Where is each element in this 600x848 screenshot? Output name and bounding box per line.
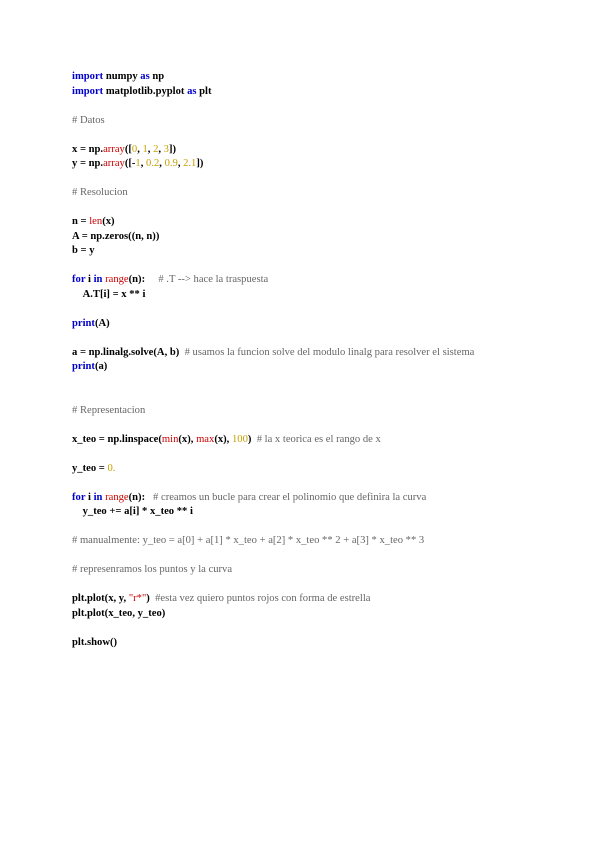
code-comment: # manualmente: y_teo = a[0] + a[1] * x_teo + a[2] * x_teo ** 2 + a[3] * x_teo ** 3: [72, 535, 425, 546]
code-line: [72, 592, 522, 607]
blank-line: [72, 99, 522, 114]
code-token: matplotlib.pyplot: [103, 85, 188, 97]
code-token: i: [85, 491, 94, 503]
blank-line: [72, 201, 522, 216]
code-token: plt.show(): [72, 636, 118, 648]
code-token: x_teo = np.linspace(: [72, 433, 162, 445]
code-token: (n):: [128, 274, 159, 285]
code-comment: # .T --> hace la traspuesta: [158, 274, 269, 285]
code-token: (x): [102, 216, 115, 227]
builtin-function-token: array: [103, 143, 125, 155]
number-literal: 1: [135, 158, 141, 169]
code-token: (a): [94, 361, 108, 372]
code-token: A = np.zeros((n, n)): [72, 230, 160, 242]
code-line: [72, 433, 522, 448]
code-token: y_teo += a[i] * x_teo ** i: [72, 506, 193, 517]
code-comment: # Datos: [72, 114, 105, 126]
code-token: (x),: [178, 433, 197, 445]
code-token: ]): [196, 158, 204, 169]
code-token: ]): [168, 143, 177, 155]
code-line: [72, 157, 522, 172]
code-line: [72, 404, 522, 419]
code-token: plt.plot(x, y,: [72, 593, 129, 604]
code-line: [72, 186, 522, 201]
blank-line: [72, 375, 522, 390]
python-code-listing: [72, 70, 522, 650]
code-token: A.T[i] = x ** i: [72, 288, 146, 300]
code-token: (A): [94, 317, 110, 329]
code-line: [72, 607, 522, 622]
code-token: y_teo =: [72, 462, 108, 474]
keyword-token: in: [93, 491, 103, 503]
code-line: [72, 491, 522, 506]
code-line: [72, 346, 522, 361]
blank-line: [72, 259, 522, 274]
blank-line: [72, 621, 522, 636]
keyword-token: as: [187, 85, 197, 97]
code-token: n =: [72, 216, 90, 227]
number-literal: 0: [131, 143, 138, 155]
code-token: b = y: [72, 245, 95, 256]
keyword-token: print: [72, 361, 95, 372]
code-token: x = np.: [72, 143, 104, 155]
blank-line: [72, 447, 522, 462]
code-line: [72, 360, 522, 375]
builtin-function-token: min: [161, 433, 179, 445]
code-token: ([-: [124, 158, 136, 169]
keyword-token: for: [72, 491, 86, 503]
blank-line: [72, 128, 522, 143]
builtin-function-token: array: [103, 158, 125, 169]
string-literal: "r*": [128, 593, 147, 604]
code-token: ,: [140, 158, 147, 169]
code-line: [72, 273, 522, 288]
code-line: [72, 505, 522, 520]
code-line: [72, 70, 522, 85]
code-token: ,: [177, 158, 184, 169]
code-line: [72, 215, 522, 230]
blank-line: [72, 476, 522, 491]
code-token: plt.plot(x_teo, y_teo): [72, 607, 166, 619]
code-comment: # represenramos los puntos y la curva: [72, 564, 233, 575]
code-token: i: [85, 274, 94, 285]
blank-line: [72, 549, 522, 564]
keyword-token: in: [93, 274, 103, 285]
code-token: a = np.linalg.solve(A, b): [72, 346, 185, 358]
keyword-token: for: [72, 274, 86, 285]
number-literal: 100: [231, 433, 248, 445]
number-literal: 2.1: [183, 158, 197, 169]
code-token: plt: [196, 85, 212, 97]
keyword-token: import: [72, 71, 104, 82]
code-line: [72, 114, 522, 129]
blank-line: [72, 389, 522, 404]
code-token: ,: [159, 158, 165, 169]
number-literal: 3: [163, 143, 169, 155]
blank-line: [72, 418, 522, 433]
code-token: y = np.: [72, 158, 104, 169]
code-line: [72, 143, 522, 158]
code-comment: # creamos un bucle para crear el polinomio que definira la curva: [153, 491, 427, 503]
builtin-function-token: max: [196, 433, 215, 445]
blank-line: [72, 302, 522, 317]
code-line: [72, 85, 522, 100]
blank-line: [72, 172, 522, 187]
code-comment: #esta vez quiero puntos rojos con forma de estrella: [155, 593, 371, 604]
code-token: np: [149, 71, 165, 82]
code-token: ,: [158, 143, 164, 155]
number-literal: 0.: [107, 462, 116, 474]
code-token: numpy: [103, 71, 141, 82]
code-line: [72, 563, 522, 578]
code-token: (x),: [214, 433, 232, 445]
code-line: [72, 636, 522, 651]
code-token: ,: [147, 143, 154, 155]
blank-line: [72, 520, 522, 535]
keyword-token: import: [72, 85, 104, 97]
code-comment: # Resolucion: [72, 187, 128, 198]
blank-line: [72, 331, 522, 346]
code-comment: # usamos la funcion solve del modulo linalg para resolver el sistema: [184, 346, 475, 358]
number-literal: 0.9: [164, 158, 178, 169]
builtin-function-token: len: [89, 216, 103, 227]
code-line: [72, 534, 522, 549]
code-token: (n):: [128, 491, 154, 503]
builtin-function-token: range: [105, 491, 129, 503]
number-literal: 1: [142, 143, 148, 155]
code-comment: # la x teorica es el rango de x: [256, 433, 381, 445]
number-literal: 2: [153, 143, 159, 155]
code-line: [72, 244, 522, 259]
code-line: [72, 317, 522, 332]
builtin-function-token: range: [105, 274, 129, 285]
code-token: ([: [124, 143, 132, 155]
number-literal: 0.2: [146, 158, 160, 169]
code-token: ): [247, 433, 257, 445]
code-line: [72, 462, 522, 477]
code-comment: # Representacion: [72, 404, 146, 416]
code-line: [72, 288, 522, 303]
code-token: ): [146, 593, 156, 604]
blank-line: [72, 578, 522, 593]
keyword-token: print: [72, 317, 95, 329]
code-token: ,: [137, 143, 143, 155]
keyword-token: as: [140, 71, 150, 82]
code-line: [72, 230, 522, 245]
